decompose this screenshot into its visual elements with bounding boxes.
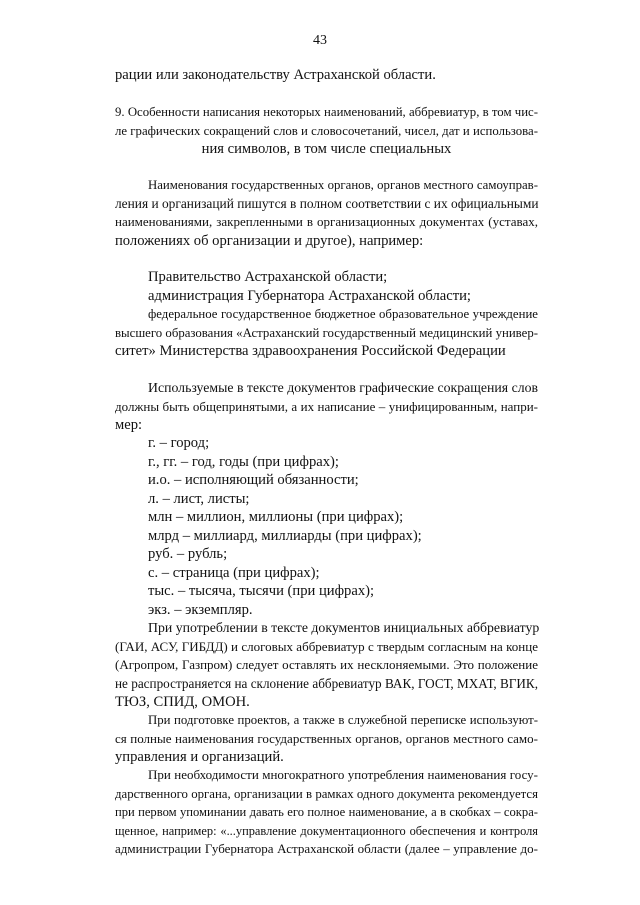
heading-line: 9. Особенности написания некоторых наименований, аббревиатур, в том чис-	[115, 105, 538, 119]
list-item: с. – страница (при цифрах);	[148, 564, 320, 581]
list-item: экз. – экземпляр.	[148, 601, 253, 618]
list-item: руб. – рубль;	[148, 546, 228, 562]
text-line: При употреблении в тексте документов инициальных аббревиатур	[148, 620, 540, 635]
text-line: При необходимости многократного употребления наименования госу-	[148, 767, 538, 782]
text-line: Используемые в тексте документов графические сокращения слов	[148, 380, 538, 395]
list-item: тыс. – тысяча, тысячи (при цифрах);	[148, 583, 375, 599]
text-line: ления и организаций пишутся в полном соответствии с их официальными	[115, 195, 539, 211]
continuation-text	[115, 66, 538, 85]
heading-line: ния символов, в том числе специальных	[201, 141, 452, 157]
paragraph-repeated-names	[115, 766, 538, 859]
text-line: Наименования государственных органов, органов местного самоуправ-	[148, 178, 538, 192]
list-item: г., гг. – год, годы (при цифрах);	[148, 453, 339, 470]
list-item: л. – лист, листы;	[148, 490, 250, 507]
text-line: (ГАИ, АСУ, ГИБДД) и слоговых аббревиатур с твердым согласным на конце	[115, 638, 538, 654]
text-line: высшего образования «Астраханский государственный медицинский универ-	[115, 325, 538, 340]
text-line: должны быть общепринятыми, а их написание – унифицированным, напри-	[115, 398, 538, 414]
list-item: и.о. – исполняющий обязанности;	[148, 472, 359, 488]
text-line: федеральное государственное бюджетное образовательное учреждение	[148, 307, 538, 321]
text-line: ся полные наименования государственных органов, органов местного само-	[115, 730, 538, 746]
text-line: рации или законодательству Астраханской области.	[115, 67, 436, 83]
page-number: 43	[313, 33, 327, 48]
paragraph-names	[115, 176, 538, 250]
text-line: не распространяется на склонение аббревиатур ВАК, ГОСТ, МХАТ, ВГИК,	[115, 675, 538, 691]
paragraph-abbreviations	[115, 379, 538, 435]
text-line: дарственного органа, организации в рамках одного документа рекомендуется	[115, 786, 538, 801]
paragraph-initial-abbreviations	[115, 619, 538, 712]
text-line: положениях об организации и другое), например:	[115, 232, 424, 249]
list-item: млн – миллион, миллионы (при цифрах);	[148, 509, 404, 525]
section-heading	[115, 103, 538, 159]
text-line: (Агропром, Газпром) следует оставлять их несклоняемыми. Это положение	[115, 657, 538, 672]
text-line: ТЮЗ, СПИД, ОМОН.	[115, 694, 250, 710]
text-line: при первом упоминании давать его полное наименование, а в скобках – сокра-	[115, 805, 538, 819]
text-line: При подготовке проектов, а также в служебной переписке используют-	[148, 713, 538, 727]
text-line: щенное, например: «...управление документационного обеспечения и контроля	[115, 823, 538, 838]
heading-line: ле графических сокращений слов и словосочетаний, чисел, дат и использова-	[115, 123, 538, 138]
text-line: администрация Губернатора Астраханской области;	[148, 287, 471, 304]
text-line: мер:	[115, 417, 143, 433]
text-line: ситет» Министерства здравоохранения Российской Федерации	[115, 343, 506, 359]
list-item: млрд – миллиард, миллиарды (при цифрах);	[148, 527, 422, 544]
abbreviation-list	[115, 434, 538, 619]
text-line: администрации Губернатора Астраханской области (далее – управление до-	[115, 841, 538, 856]
text-line: наименованиями, закрепленными в организационных документах (уставах,	[115, 214, 538, 229]
text-line: управления и организаций.	[115, 749, 284, 765]
paragraph-projects	[115, 711, 538, 767]
text-line: Правительство Астраханской области;	[148, 269, 388, 285]
examples-names	[115, 268, 538, 361]
list-item: г. – город;	[148, 435, 210, 451]
